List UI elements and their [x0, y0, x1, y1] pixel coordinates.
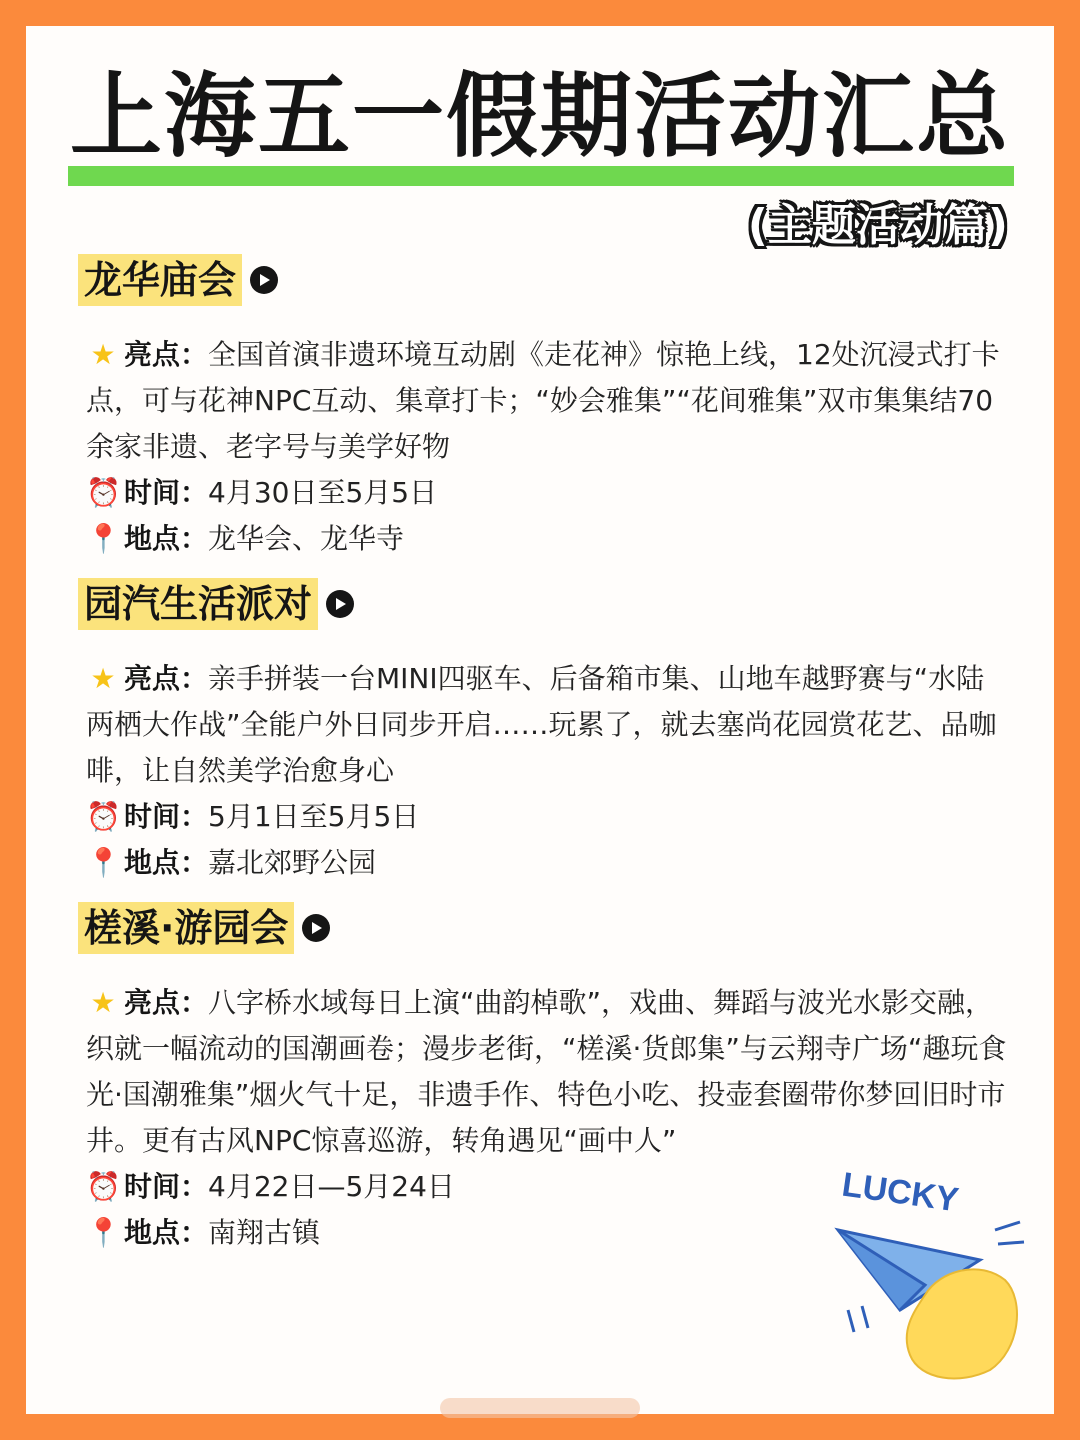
time-label: 时间： [124, 800, 209, 833]
place-row [78, 516, 1008, 562]
watermark [440, 1398, 640, 1418]
arrow-right-icon [326, 590, 354, 618]
time-value: 5月1日至5月5日 [208, 800, 420, 833]
place-value: 南翔古镇 [208, 1216, 321, 1249]
time-value: 4月30日至5月5日 [208, 476, 438, 509]
pin-icon: 📍 [86, 1216, 121, 1249]
star-icon: ★ [90, 986, 116, 1019]
highlight-value: 八字桥水域每日上演“曲韵棹歌”，戏曲、舞蹈与波光水影交融，织就一幅流动的国潮画卷；漫步老街，“槎溪·货郎集”与云翔寺广场“趣玩食光·国潮雅集”烟火气十足，非遗手作、特色小吃、投壶套圈带你梦回旧时市井。更有古风NPC惊喜巡游，转角遇见“画中人” [86, 986, 1007, 1157]
pin-icon: 📍 [86, 522, 121, 555]
highlight-label: 亮点： [124, 338, 209, 371]
place-row [78, 840, 1008, 886]
section-title: 龙华庙会 [78, 254, 242, 306]
pin-icon: 📍 [86, 846, 121, 879]
arrow-right-icon [250, 266, 278, 294]
section-longhua [78, 254, 1008, 562]
lucky-text: LUCKY [839, 1165, 961, 1220]
highlight-label: 亮点： [124, 986, 209, 1019]
section-yuanqi [78, 578, 1008, 886]
highlight-text [78, 980, 1008, 1164]
alarm-clock-icon: ⏰ [86, 1170, 121, 1203]
lucky-paper-plane-illustration [830, 1160, 1030, 1390]
time-value: 4月22日—5月24日 [208, 1170, 455, 1203]
alarm-clock-icon: ⏰ [86, 476, 121, 509]
star-icon: ★ [90, 338, 116, 371]
time-label: 时间： [124, 1170, 209, 1203]
place-label: 地点： [124, 846, 209, 879]
time-row [78, 470, 1008, 516]
highlight-label: 亮点： [124, 662, 209, 695]
time-row [78, 794, 1008, 840]
arrow-right-icon [302, 914, 330, 942]
place-label: 地点： [124, 522, 209, 555]
section-title: 槎溪·游园会 [78, 902, 294, 954]
highlight-value: 全国首演非遗环境互动剧《走花神》惊艳上线，12处沉浸式打卡点，可与花神NPC互动、集章打卡；“妙会雅集”“花间雅集”双市集集结70余家非遗、老字号与美学好物 [86, 338, 1000, 463]
highlight-text [78, 332, 1008, 470]
alarm-clock-icon: ⏰ [86, 800, 121, 833]
page-title: 上海五一假期活动汇总 [69, 63, 1010, 170]
section-title: 园汽生活派对 [78, 578, 318, 630]
place-label: 地点： [124, 1216, 209, 1249]
time-label: 时间： [124, 476, 209, 509]
page-subtitle: (主题活动篇) [747, 200, 1008, 251]
highlight-text [78, 656, 1008, 794]
place-value: 龙华会、龙华寺 [208, 522, 405, 555]
highlight-value: 亲手拼装一台MINI四驱车、后备箱市集、山地车越野赛与“水陆两栖大作战”全能户外日同步开启……玩累了，就去塞尚花园赏花艺、品咖啡，让自然美学治愈身心 [86, 662, 997, 787]
star-icon: ★ [90, 662, 116, 695]
place-value: 嘉北郊野公园 [208, 846, 377, 879]
